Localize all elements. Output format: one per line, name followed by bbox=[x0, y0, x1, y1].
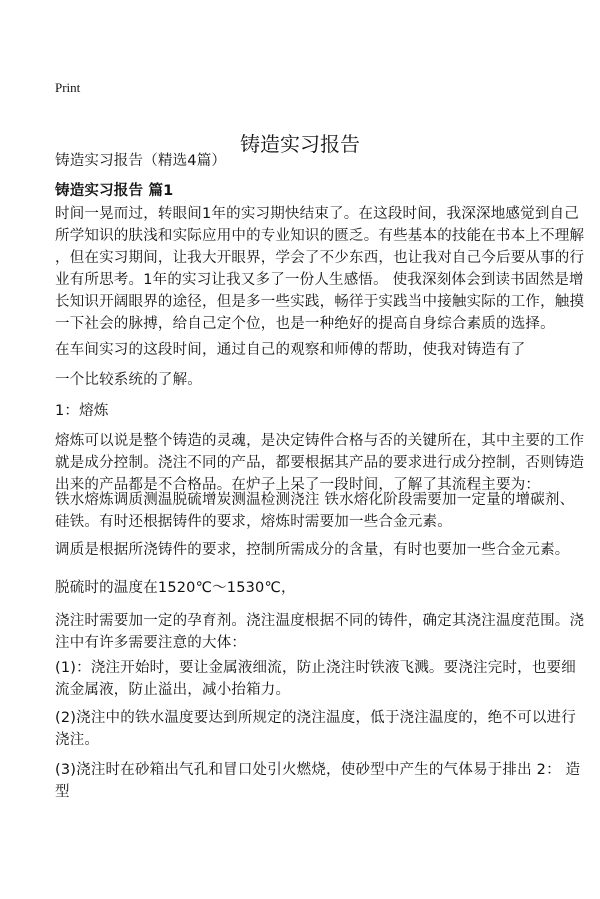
paragraph-line: 流金属液，防止溢出，减小抬箱力。 bbox=[55, 682, 291, 698]
paragraph-line: 浇注时需要加一定的孕育剂。浇注温度根据不同的铸件，确定其浇注温度范围。浇 bbox=[55, 613, 585, 629]
paragraph-line: 时间一晃而过，转眼间1年的实习期快结束了。在这段时间，我深深地感觉到自己 bbox=[55, 206, 579, 222]
paragraph-line: (3)浇注时在砂箱出气孔和冒口处引火燃烧，使砂型中产生的气体易于排出 2： 造 bbox=[55, 762, 581, 778]
paragraph-line: 在车间实习的这段时间，通过自己的观察和师傅的帮助，使我对铸造有了 bbox=[55, 342, 526, 358]
paragraph-line: (1)：浇注开始时，要让金属液细流，防止浇注时铁液飞溅。要浇注完时，也要细 bbox=[55, 660, 576, 676]
paragraph-line: 硅铁。有时还根据铸件的要求，熔炼时需要加一些合金元素。 bbox=[55, 514, 452, 530]
paragraph-line: 所学知识的肤浅和实际应用中的专业知识的匮乏。有些基本的技能在书本上不理解 bbox=[55, 228, 585, 244]
paragraph-line: 注中有许多需要注意的大体： bbox=[55, 635, 247, 651]
document-subtitle: 铸造实习报告（精选4篇） bbox=[55, 153, 227, 169]
paragraph-line: ，但在实习期间，让我大开眼界，学会了不少东西，也让我对自己今后要从事的行 bbox=[55, 250, 585, 266]
paragraph-line: 就是成分控制。浇注不同的产品，都要根据其产品的要求进行成分控制，否则铸造 bbox=[55, 455, 585, 471]
paragraph bbox=[55, 577, 575, 599]
document-title: 铸造实习报告 bbox=[240, 132, 360, 157]
paragraph-line: 脱硫时的温度在1520℃～1530℃， bbox=[55, 580, 296, 596]
paragraph bbox=[55, 339, 575, 361]
paragraph bbox=[55, 430, 585, 496]
paragraph bbox=[55, 657, 575, 701]
paragraph-line: 调质是根据所浇铸件的要求，控制所需成分的含量，有时也要加一些合金元素。 bbox=[55, 542, 570, 558]
paragraph bbox=[55, 369, 575, 391]
paragraph bbox=[55, 610, 585, 654]
paragraph bbox=[55, 489, 575, 533]
paragraph bbox=[55, 400, 575, 422]
paragraph bbox=[55, 539, 575, 561]
paragraph-line: 一下社会的脉搏，给自己定个位，也是一种绝好的提高自身综合素质的选择。 bbox=[55, 316, 555, 332]
paragraph bbox=[55, 759, 581, 803]
paragraph-line: 长知识开阔眼界的途径，但是多一些实践，畅徉于实践当中接触实际的工作，触摸 bbox=[55, 294, 585, 310]
paragraph bbox=[55, 203, 585, 335]
paragraph-line: 一个比较系统的了解。 bbox=[55, 372, 202, 388]
paragraph-line: 浇注。 bbox=[55, 732, 100, 748]
paragraph-line: 铁水熔炼调质测温脱硫增炭测温检测浇注 铁水熔化阶段需要加一定量的增碳剂、 bbox=[55, 492, 575, 508]
paragraph-line: 1：熔炼 bbox=[55, 403, 109, 419]
print-link[interactable]: Print bbox=[55, 80, 81, 95]
paragraph-line: (2)浇注中的铁水温度要达到所规定的浇注温度，低于浇注温度的，绝不可以进行 bbox=[55, 710, 576, 726]
paragraph-line: 业有所思考。1年的实习让我又多了一份人生感悟。 使我深刻体会到读书固然是增 bbox=[55, 272, 584, 288]
section-heading: 铸造实习报告 篇1 bbox=[55, 183, 174, 199]
paragraph-line: 型 bbox=[55, 784, 70, 800]
paragraph-line: 熔炼可以说是整个铸造的灵魂，是决定铸件合格与否的关键所在，其中主要的工作 bbox=[55, 433, 585, 449]
paragraph bbox=[55, 707, 575, 751]
paragraph-line: 出来的产品都是不合格品。在炉子上呆了一段时间，了解了其流程主要为： bbox=[55, 477, 541, 493]
